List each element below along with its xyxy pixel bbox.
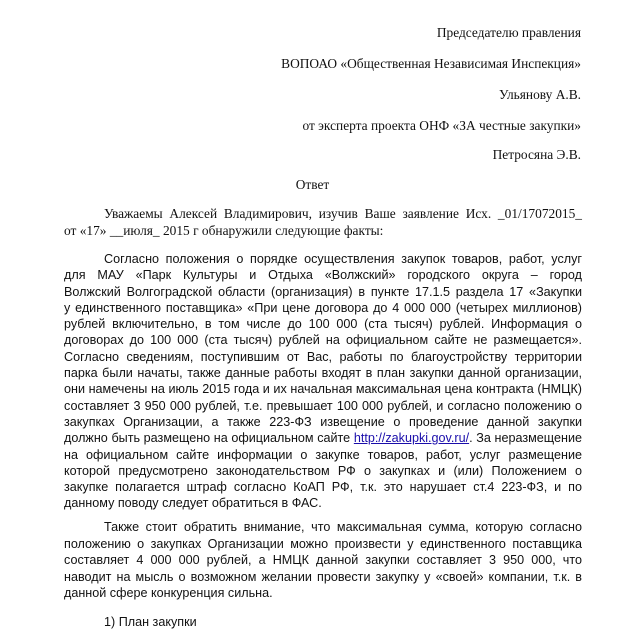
paragraph-line: рублей включительно, в том числе до 100 000 (ста тысяч) рублей. Информация о — [64, 317, 582, 332]
paragraph-line: договорах до 100 000 (ста тысяч) рублей на официальном сайте не размещается». — [64, 333, 582, 348]
greeting-paragraph — [64, 206, 582, 239]
paragraph-line: данному поводу следует обратиться в ФАС. — [64, 496, 322, 511]
link-prefix-text: должно быть размещено на официальном сайте — [64, 431, 354, 446]
paragraph-line: для МАУ «Парк Культуры и Отдыха «Волжский» городского округа – город — [64, 268, 582, 283]
paragraph-line: Согласно сведениям, поступившим от Вас, работы по благоустройству территории — [64, 349, 582, 364]
paragraph-line: Волжский Волгоградской области (организация) в пункте 17.1.5 раздела 17 «Закупки — [64, 284, 582, 299]
link-suffix-text: . За неразмещение — [469, 431, 582, 446]
zakupki-link[interactable]: http://zakupki.gov.ru/ — [353, 431, 470, 446]
paragraph-line: Также стоит обратить внимание, что максимальная сумма, которую согласно — [104, 520, 582, 534]
document-title: Ответ — [295, 177, 330, 192]
paragraph-line: закупке полагается штраф согласно КоАП РФ, т.к. это нарушает ст.4 223-ФЗ, и по — [64, 480, 582, 495]
paragraph-line: составляет 4 000 000 рублей, а НМЦК данной закупки составляет 3 950 000, что — [64, 553, 582, 568]
list-item — [104, 614, 404, 631]
paragraph-line: Согласно положения о порядке осуществления закупок товаров, работ, услуг — [104, 252, 582, 266]
paragraph-line: у единственного поставщика» «При цене договора до 4 000 000 (четырех миллионов) — [64, 300, 582, 315]
paragraph-line: парка были начаты, также данные работы входят в план закупки данной организации, — [64, 366, 582, 381]
paragraph-1 — [64, 251, 582, 512]
paragraph-line: которой предусмотрено законодательством РФ о закупках и (или) Положением о — [64, 463, 582, 478]
paragraph-line: закупках Организации, а также 223-ФЗ извещение о проведение данной закупки — [64, 414, 582, 429]
header-line-2: ВОПОАО «Общественная Независимая Инспекция» — [281, 56, 581, 71]
paragraph-line: составляет 3 950 000 рублей, т.е. превышает 100 000 рублей, и согласно положению о — [64, 398, 582, 413]
list-item-label: 1) План закупки — [104, 615, 197, 629]
paragraph-line: данной сфере конкуренция сильна. — [64, 586, 273, 601]
paragraph-line: наводит на мысль о возможном желании провести закупку у «своей» компании, т.к. в — [64, 569, 582, 584]
header-line-4: от эксперта проекта ОНФ «ЗА честные закупки» — [302, 118, 581, 133]
paragraph-2 — [64, 519, 582, 602]
header-line-3: Ульянову А.В. — [499, 87, 581, 102]
header-line-1: Председателю правления — [436, 25, 581, 40]
greeting-line: Уважаемы Алексей Владимирович, изучив Ваше заявление Исх. _01/17072015_ — [104, 206, 582, 221]
paragraph-line: они намечены на июль 2015 года и их начальная максимальная цена контракта (НМЦК) — [64, 382, 582, 397]
greeting-line: от «17» __июля_ 2015 г обнаружили следующие факты: — [64, 222, 384, 238]
paragraph-line: положению о закупках Организации можно произвести у единственного поставщика — [64, 536, 582, 551]
paragraph-line: на официальном сайте информации о закупке товаров, работ, услуг размещение — [64, 447, 582, 462]
paragraph-line-with-link — [64, 430, 582, 446]
header-line-5: Петросяна Э.В. — [492, 147, 581, 162]
